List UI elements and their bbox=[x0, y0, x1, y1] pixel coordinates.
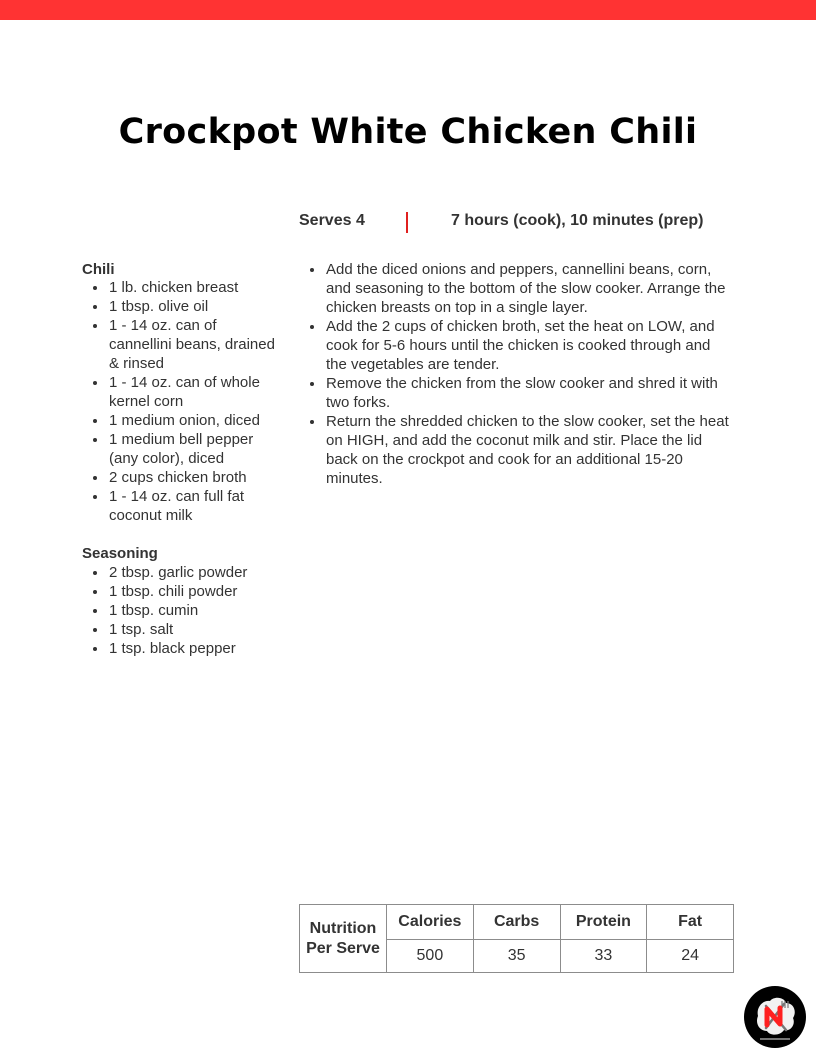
serves-text: Serves 4 bbox=[299, 212, 365, 229]
nutrition-label-line1: Nutrition bbox=[309, 919, 377, 937]
protein-header: Protein bbox=[560, 905, 647, 940]
seasoning-ingredient-list bbox=[82, 563, 282, 658]
chili-heading: Chili bbox=[82, 261, 115, 278]
nutrition-label bbox=[300, 905, 387, 973]
list-item: 2 cups chicken broth bbox=[82, 468, 282, 487]
nutrition-table bbox=[299, 904, 734, 973]
list-item: 1 tbsp. cumin bbox=[82, 601, 282, 620]
instructions-list bbox=[299, 260, 731, 488]
instruction-step: Add the diced onions and peppers, cannellini beans, corn, and seasoning to the bottom of the slow cooker. Arrange the chicken breasts on top in a single layer. bbox=[299, 260, 731, 317]
list-item: 1 tbsp. chili powder bbox=[82, 582, 282, 601]
list-item: 1 medium onion, diced bbox=[82, 411, 282, 430]
carbs-value: 35 bbox=[473, 940, 560, 973]
fork-knife-icon bbox=[744, 986, 806, 1048]
recipe-title: Crockpot White Chicken Chili bbox=[118, 112, 698, 152]
instruction-step: Add the 2 cups of chicken broth, set the heat on LOW, and cook for 5-6 hours until the chicken is cooked through and the vegetables are tender. bbox=[299, 317, 731, 374]
list-item: 1 - 14 oz. can of cannellini beans, drained & rinsed bbox=[82, 316, 282, 373]
instruction-step: Remove the chicken from the slow cooker and shred it with two forks. bbox=[299, 374, 731, 412]
seasoning-heading: Seasoning bbox=[82, 545, 158, 562]
list-item: 1 - 14 oz. can of whole kernel corn bbox=[82, 373, 282, 411]
protein-value: 33 bbox=[560, 940, 647, 973]
time-text: 7 hours (cook), 10 minutes (prep) bbox=[451, 212, 704, 229]
carbs-header: Carbs bbox=[473, 905, 560, 940]
calories-value: 500 bbox=[387, 940, 474, 973]
list-item: 2 tbsp. garlic powder bbox=[82, 563, 282, 582]
list-item: 1 tsp. black pepper bbox=[82, 639, 282, 658]
instruction-step: Return the shredded chicken to the slow cooker, set the heat on HIGH, and add the coconut milk and stir. Place the lid back on the crockpot and cook for an additional 15-20 minutes. bbox=[299, 412, 731, 488]
fat-value: 24 bbox=[647, 940, 734, 973]
list-item: 1 - 14 oz. can full fat coconut milk bbox=[82, 487, 282, 525]
chili-ingredient-list bbox=[82, 278, 282, 525]
fat-header: Fat bbox=[647, 905, 734, 940]
table-row bbox=[300, 905, 734, 940]
brand-logo bbox=[744, 986, 806, 1048]
meta-divider bbox=[406, 212, 408, 233]
nutrition-label-line2: Per Serve bbox=[306, 939, 380, 957]
list-item: 1 lb. chicken breast bbox=[82, 278, 282, 297]
list-item: 1 medium bell pepper (any color), diced bbox=[82, 430, 282, 468]
list-item: 1 tbsp. olive oil bbox=[82, 297, 282, 316]
top-accent-bar bbox=[0, 0, 816, 20]
list-item: 1 tsp. salt bbox=[82, 620, 282, 639]
calories-header: Calories bbox=[387, 905, 474, 940]
